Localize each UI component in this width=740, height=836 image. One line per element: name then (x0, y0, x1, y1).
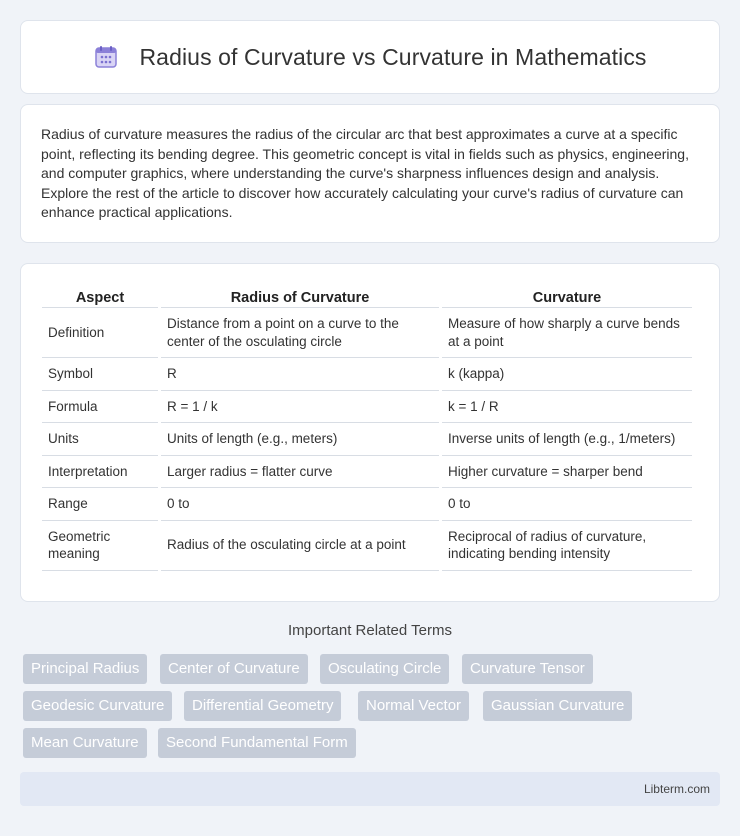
intro-card (20, 104, 720, 243)
tag-mean-curvature[interactable]: Mean Curvature (23, 728, 147, 758)
cell-aspect: Definition (42, 308, 158, 358)
cell-radius: R (161, 358, 439, 391)
table-row (42, 488, 692, 521)
tag-principal-radius[interactable]: Principal Radius (23, 654, 147, 684)
header-radius: Radius of Curvature (161, 284, 439, 308)
tag-geodesic-curvature[interactable]: Geodesic Curvature (23, 691, 172, 721)
table-row (42, 521, 692, 571)
title-card (20, 20, 720, 94)
cell-aspect: Units (42, 423, 158, 456)
cell-curvature: Higher curvature = sharper bend (442, 456, 692, 489)
cell-radius: Larger radius = flatter curve (161, 456, 439, 489)
tag-differential-geometry[interactable]: Differential Geometry (184, 691, 341, 721)
tag-second-fundamental-form[interactable]: Second Fundamental Form (158, 728, 356, 758)
table-row (42, 456, 692, 489)
footer-brand[interactable]: Libterm.com (643, 782, 710, 796)
cell-curvature: Measure of how sharply a curve bends at a point (442, 308, 692, 358)
header-aspect: Aspect (42, 284, 158, 308)
cell-curvature: 0 to (442, 488, 692, 521)
cell-radius: Units of length (e.g., meters) (161, 423, 439, 456)
cell-aspect: Interpretation (42, 456, 158, 489)
cell-curvature: Inverse units of length (e.g., 1/meters) (442, 423, 692, 456)
table-header-row (42, 284, 692, 308)
comparison-table (39, 284, 695, 571)
cell-radius: 0 to (161, 488, 439, 521)
related-terms-title: Important Related Terms (288, 622, 452, 639)
table-row (42, 391, 692, 424)
table-row (42, 423, 692, 456)
cell-aspect: Geometric meaning (42, 521, 158, 571)
tag-osculating-circle[interactable]: Osculating Circle (320, 654, 449, 684)
tag-center-of-curvature[interactable]: Center of Curvature (160, 654, 308, 684)
page-title: Radius of Curvature vs Curvature in Mathematics (139, 43, 647, 70)
tag-normal-vector[interactable]: Normal Vector (358, 691, 469, 721)
cell-aspect: Formula (42, 391, 158, 424)
cell-curvature: Reciprocal of radius of curvature, indicating bending intensity (442, 521, 692, 571)
cell-radius: Distance from a point on a curve to the center of the osculating circle (161, 308, 439, 358)
tag-curvature-tensor[interactable]: Curvature Tensor (462, 654, 593, 684)
footer (20, 772, 720, 806)
tag-gaussian-curvature[interactable]: Gaussian Curvature (483, 691, 632, 721)
intro-text: Radius of curvature measures the radius of the circular arc that best approximates a curve at a specific point, reflecting its bending degree. This geometric concept is vital in fields such as physics, engineering, and computer graphics, where understanding the curve's sharpness influences design and analysis. Explore the rest of the article to discover how accurately calculating your curve's radius of curvature can enhance practical applications. (41, 126, 689, 221)
cell-aspect: Symbol (42, 358, 158, 391)
cell-radius: Radius of the osculating circle at a point (161, 521, 439, 571)
table-row (42, 308, 692, 358)
table-row (42, 358, 692, 391)
cell-aspect: Range (42, 488, 158, 521)
cell-curvature: k (kappa) (442, 358, 692, 391)
header-curvature: Curvature (442, 284, 692, 308)
comparison-card (20, 263, 720, 602)
cell-curvature: k = 1 / R (442, 391, 692, 424)
cell-radius: R = 1 / k (161, 391, 439, 424)
calendar-icon (93, 44, 119, 70)
